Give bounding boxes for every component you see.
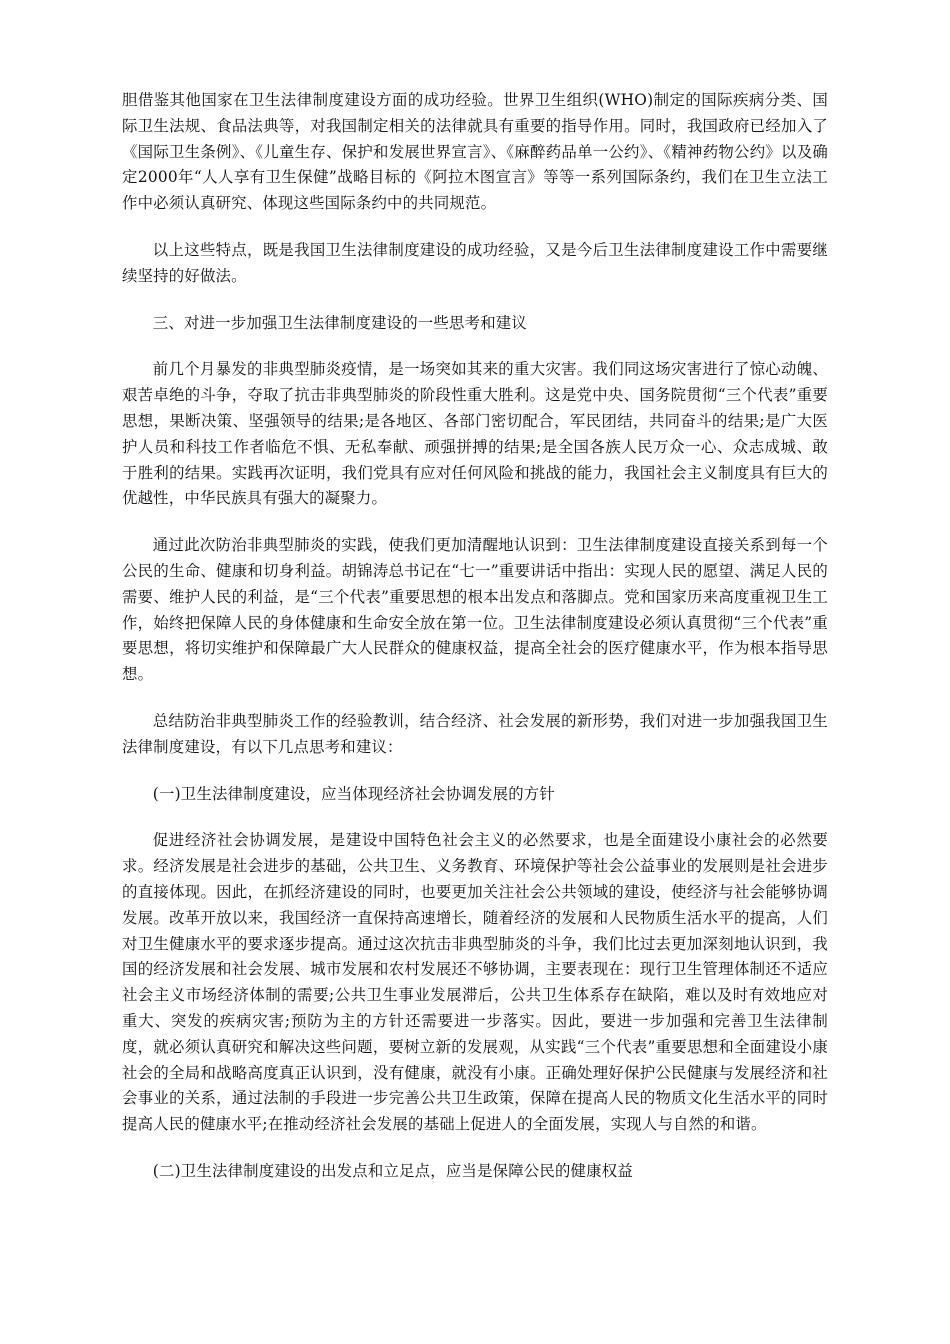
subheading-1: (一)卫生法律制度建设，应当体现经济社会协调发展的方针: [152, 784, 555, 803]
paragraph-continued: 胆借鉴其他国家在卫生法律制度建设方面的成功经验。世界卫生组织(WHO)制定的国际疾病分类、国际卫生法规、食品法典等，对我国制定相关的法律就具有重要的指导作用。同时，我国政府已经加入了《国际卫生条例》、《儿童生存、保护和发展世界宣言》、《麻醉药品单一公约》、《精神药物公约》以及确定2000年“人人享有卫生保健”战略目标的《阿拉木图宣言》等等一系列国际条约，我们在卫生立法工作中必须认真研究、体现这些国际条约中的共同规范。: [122, 91, 828, 213]
paragraph-lessons: 通过此次防治非典型肺炎的实践，使我们更加清醒地认识到：卫生法律制度建设直接关系到每一个公民的生命、健康和切身利益。胡锦涛总书记在“七一”重要讲话中指出：实现人民的愿望、满足人民的需要、维护人民的利益，是“三个代表”重要思想的根本出发点和落脚点。党和国家历来高度重视卫生工作，始终把保障人民的身体健康和生命安全放在第一位。卫生法律制度建设必须认真贯彻“三个代表”重要思想，将切实维护和保障最广大人民群众的健康权益，提高全社会的医疗健康水平，作为根本指导思想。: [122, 536, 828, 684]
paragraph-sars-background: 前几个月暴发的非典型肺炎疫情，是一场突如其来的重大灾害。我们同这场灾害进行了惊心动魄、艰苦卓绝的斗争，夺取了抗击非典型肺炎的阶段性重大胜利。这是党中央、国务院贯彻“三个代表”重要思想，果断决策、坚强领导的结果;是各地区、各部门密切配合，军民团结，共同奋斗的结果;是广大医护人员和科技工作者临危不惧、无私奉献、顽强拼搏的结果;是全国各族人民万众一心、众志成城、敢于胜利的结果。实践再次证明，我们党具有应对任何风险和挑战的能力，我国社会主义制度具有巨大的优越性，中华民族具有强大的凝聚力。: [122, 360, 828, 508]
paragraph-coordinated-development: 促进经济社会协调发展，是建设中国特色社会主义的必然要求，也是全面建设小康社会的必然要求。经济发展是社会进步的基础，公共卫生、义务教育、环境保护等社会公益事业的发展则是社会进步的直接体现。因此，在抓经济建设的同时，也要更加关注社会公共领域的建设，使经济与社会能够协调发展。改革开放以来，我国经济一直保持高速增长，随着经济的发展和人民物质生活水平的提高，人们对卫生健康水平的要求逐步提高。通过这次抗击非典型肺炎的斗争，我们比过去更加深刻地认识到，我国的经济发展和社会发展、城市发展和农村发展还不够协调，主要表现在：现行卫生管理体制还不适应社会主义市场经济体制的需要;公共卫生事业发展滞后，公共卫生体系存在缺陷，难以及时有效地应对重大、突发的疾病灾害;预防为主的方针还需要进一步落实。因此，要进一步加强和完善卫生法律制度，就必须认真研究和解决这些问题，要树立新的发展观，从实践“三个代表”重要思想和全面建设小康社会的全局和战略高度真正认识到，没有健康，就没有小康。正确处理好保护公民健康与发展经济和社会事业的关系，通过法制的手段进一步完善公共卫生政策，保障在提高人民的物质文化生活水平的同时提高人民的健康水平;在推动经济社会发展的基础上促进人的全面发展，实现人与自然的和谐。: [122, 831, 828, 1134]
paragraph-intro-suggestions: 总结防治非典型肺炎工作的经验教训，结合经济、社会发展的新形势，我们对进一步加强我国卫生法律制度建设，有以下几点思考和建议：: [122, 711, 828, 756]
subheading-2: (二)卫生法律制度建设的出发点和立足点，应当是保障公民的健康权益: [152, 1161, 633, 1180]
section-heading-3: 三、对进一步加强卫生法律制度建设的一些思考和建议: [152, 313, 527, 332]
paragraph-summary: 以上这些特点，既是我国卫生法律制度建设的成功经验，又是今后卫生法律制度建设工作中需要继续坚持的好做法。: [122, 240, 828, 285]
